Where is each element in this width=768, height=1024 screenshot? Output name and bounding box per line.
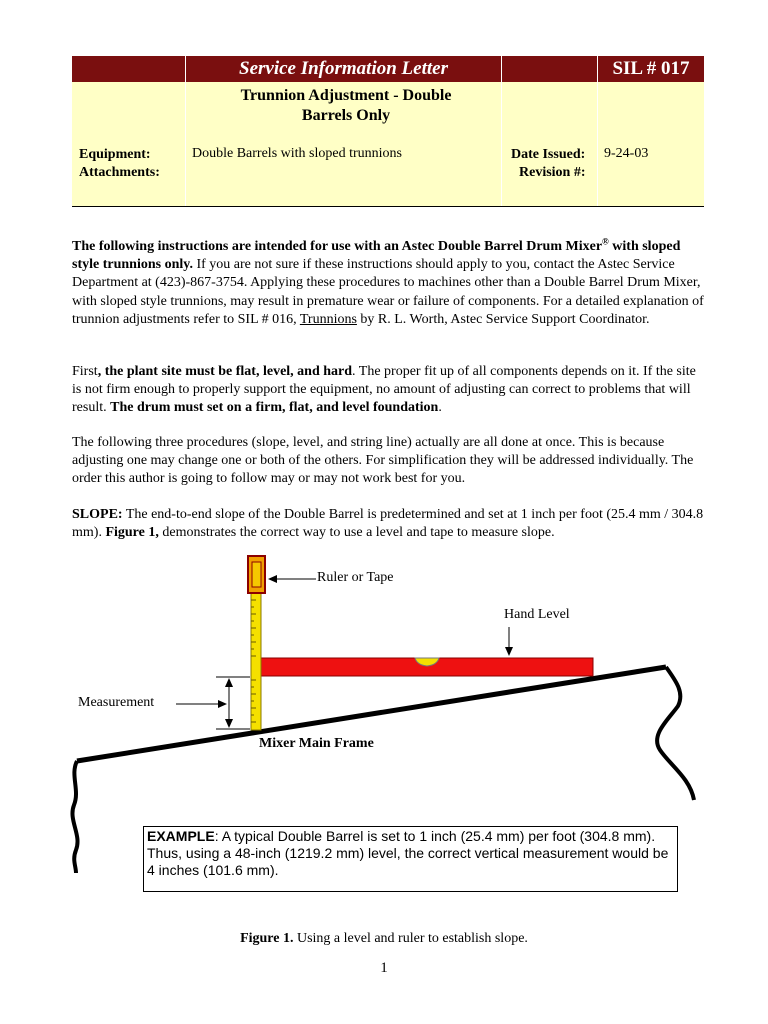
frame-break-left xyxy=(72,761,77,873)
revision-label: Revision #: xyxy=(519,165,586,180)
ruler-label: Ruler or Tape xyxy=(317,570,394,585)
sil-number: SIL # 017 xyxy=(612,58,690,79)
attachments-label: Attachments: xyxy=(79,165,160,180)
equipment-value: Double Barrels with sloped trunnions xyxy=(192,146,402,161)
equipment-label: Equipment: xyxy=(79,147,151,162)
measurement-arrow-down xyxy=(225,719,233,728)
slope-text-2: demonstrates the correct way to use a level and tape to measure slope. xyxy=(158,525,555,541)
slope-label: SLOPE: xyxy=(72,507,123,522)
letter-title: Service Information Letter xyxy=(239,58,448,79)
figure-caption xyxy=(0,931,768,947)
site-text-1: First xyxy=(72,364,98,379)
measurement-label: Measurement xyxy=(78,695,155,710)
caption-text: Using a level and ruler to establish slope. xyxy=(293,931,528,946)
tape-case-window xyxy=(252,562,261,587)
intro-bold-2: with sloped style trunnions only. xyxy=(72,239,681,273)
site-bold-1: , the plant site must be flat, level, and hard xyxy=(97,364,353,379)
subject-line-1: Trunnion Adjustment - Double xyxy=(240,87,452,104)
site-bold-2: The drum must set on a firm, flat, and level foundation xyxy=(110,400,439,416)
figure-reference: Figure 1, xyxy=(105,525,159,541)
intro-text-1: If you are not sure if these instructions should apply to you, contact the Astec Service Department at (423)-867-3754. Applying these procedures to machines other than a Double Barrel Drum Mixer, with sloped style trunnions, may result in premature wear or failure of components. For a detailed explanation of trunnion adjustments refer to SIL # 016, xyxy=(72,257,704,327)
hand-level-label: Hand Level xyxy=(504,607,570,622)
registered-mark: ® xyxy=(602,236,609,247)
date-issued-label: Date Issued: xyxy=(511,147,586,162)
ruler-arrow-head xyxy=(268,575,277,583)
slope-text-1: The end-to-end slope of the Double Barrel is predetermined and set at 1 inch per foot (25.4 mm / 304.8 mm). xyxy=(72,507,704,541)
example-text: : A typical Double Barrel is set to 1 inch (25.4 mm) per foot (304.8 mm). Thus, using a 48-inch (1219.2 mm) level, the correct vertical measurement would be 4 inches (101.6 mm). xyxy=(147,828,669,878)
date-issued-value: 9-24-03 xyxy=(604,146,649,161)
mixer-frame-label: Mixer Main Frame xyxy=(259,736,374,751)
intro-text-2: by R. L. Worth, Astec Service Support Coordinator. xyxy=(356,311,650,327)
measurement-pointer-head xyxy=(218,700,227,708)
caption-label: Figure 1. xyxy=(240,931,294,946)
site-text-2: . The proper fit up of all components depends on it. If the site is not firm enough to properly support the equipment, no amount of adjusting can correct to problems that will result. xyxy=(72,364,696,416)
procedures-paragraph: The following three procedures (slope, level, and string line) actually are all done at once. This is because adjusting one may change one or both of the others. For simplification they will be addressed individually. The order this author is going to follow may or may not work best for you. xyxy=(72,435,694,487)
hand-level-arrow-head xyxy=(505,647,513,656)
page-number: 1 xyxy=(380,960,388,976)
site-text-3: . xyxy=(438,400,442,416)
trunnions-reference-link[interactable]: Trunnions xyxy=(299,311,357,327)
subject-line-2: Barrels Only xyxy=(301,107,391,124)
example-label: EXAMPLE xyxy=(147,828,215,844)
example-box xyxy=(143,826,678,892)
intro-bold-1: The following instructions are intended for use with an Astec Double Barrel Drum Mixer xyxy=(72,239,603,254)
frame-break-right xyxy=(657,667,694,800)
measurement-arrow-up xyxy=(225,678,233,687)
